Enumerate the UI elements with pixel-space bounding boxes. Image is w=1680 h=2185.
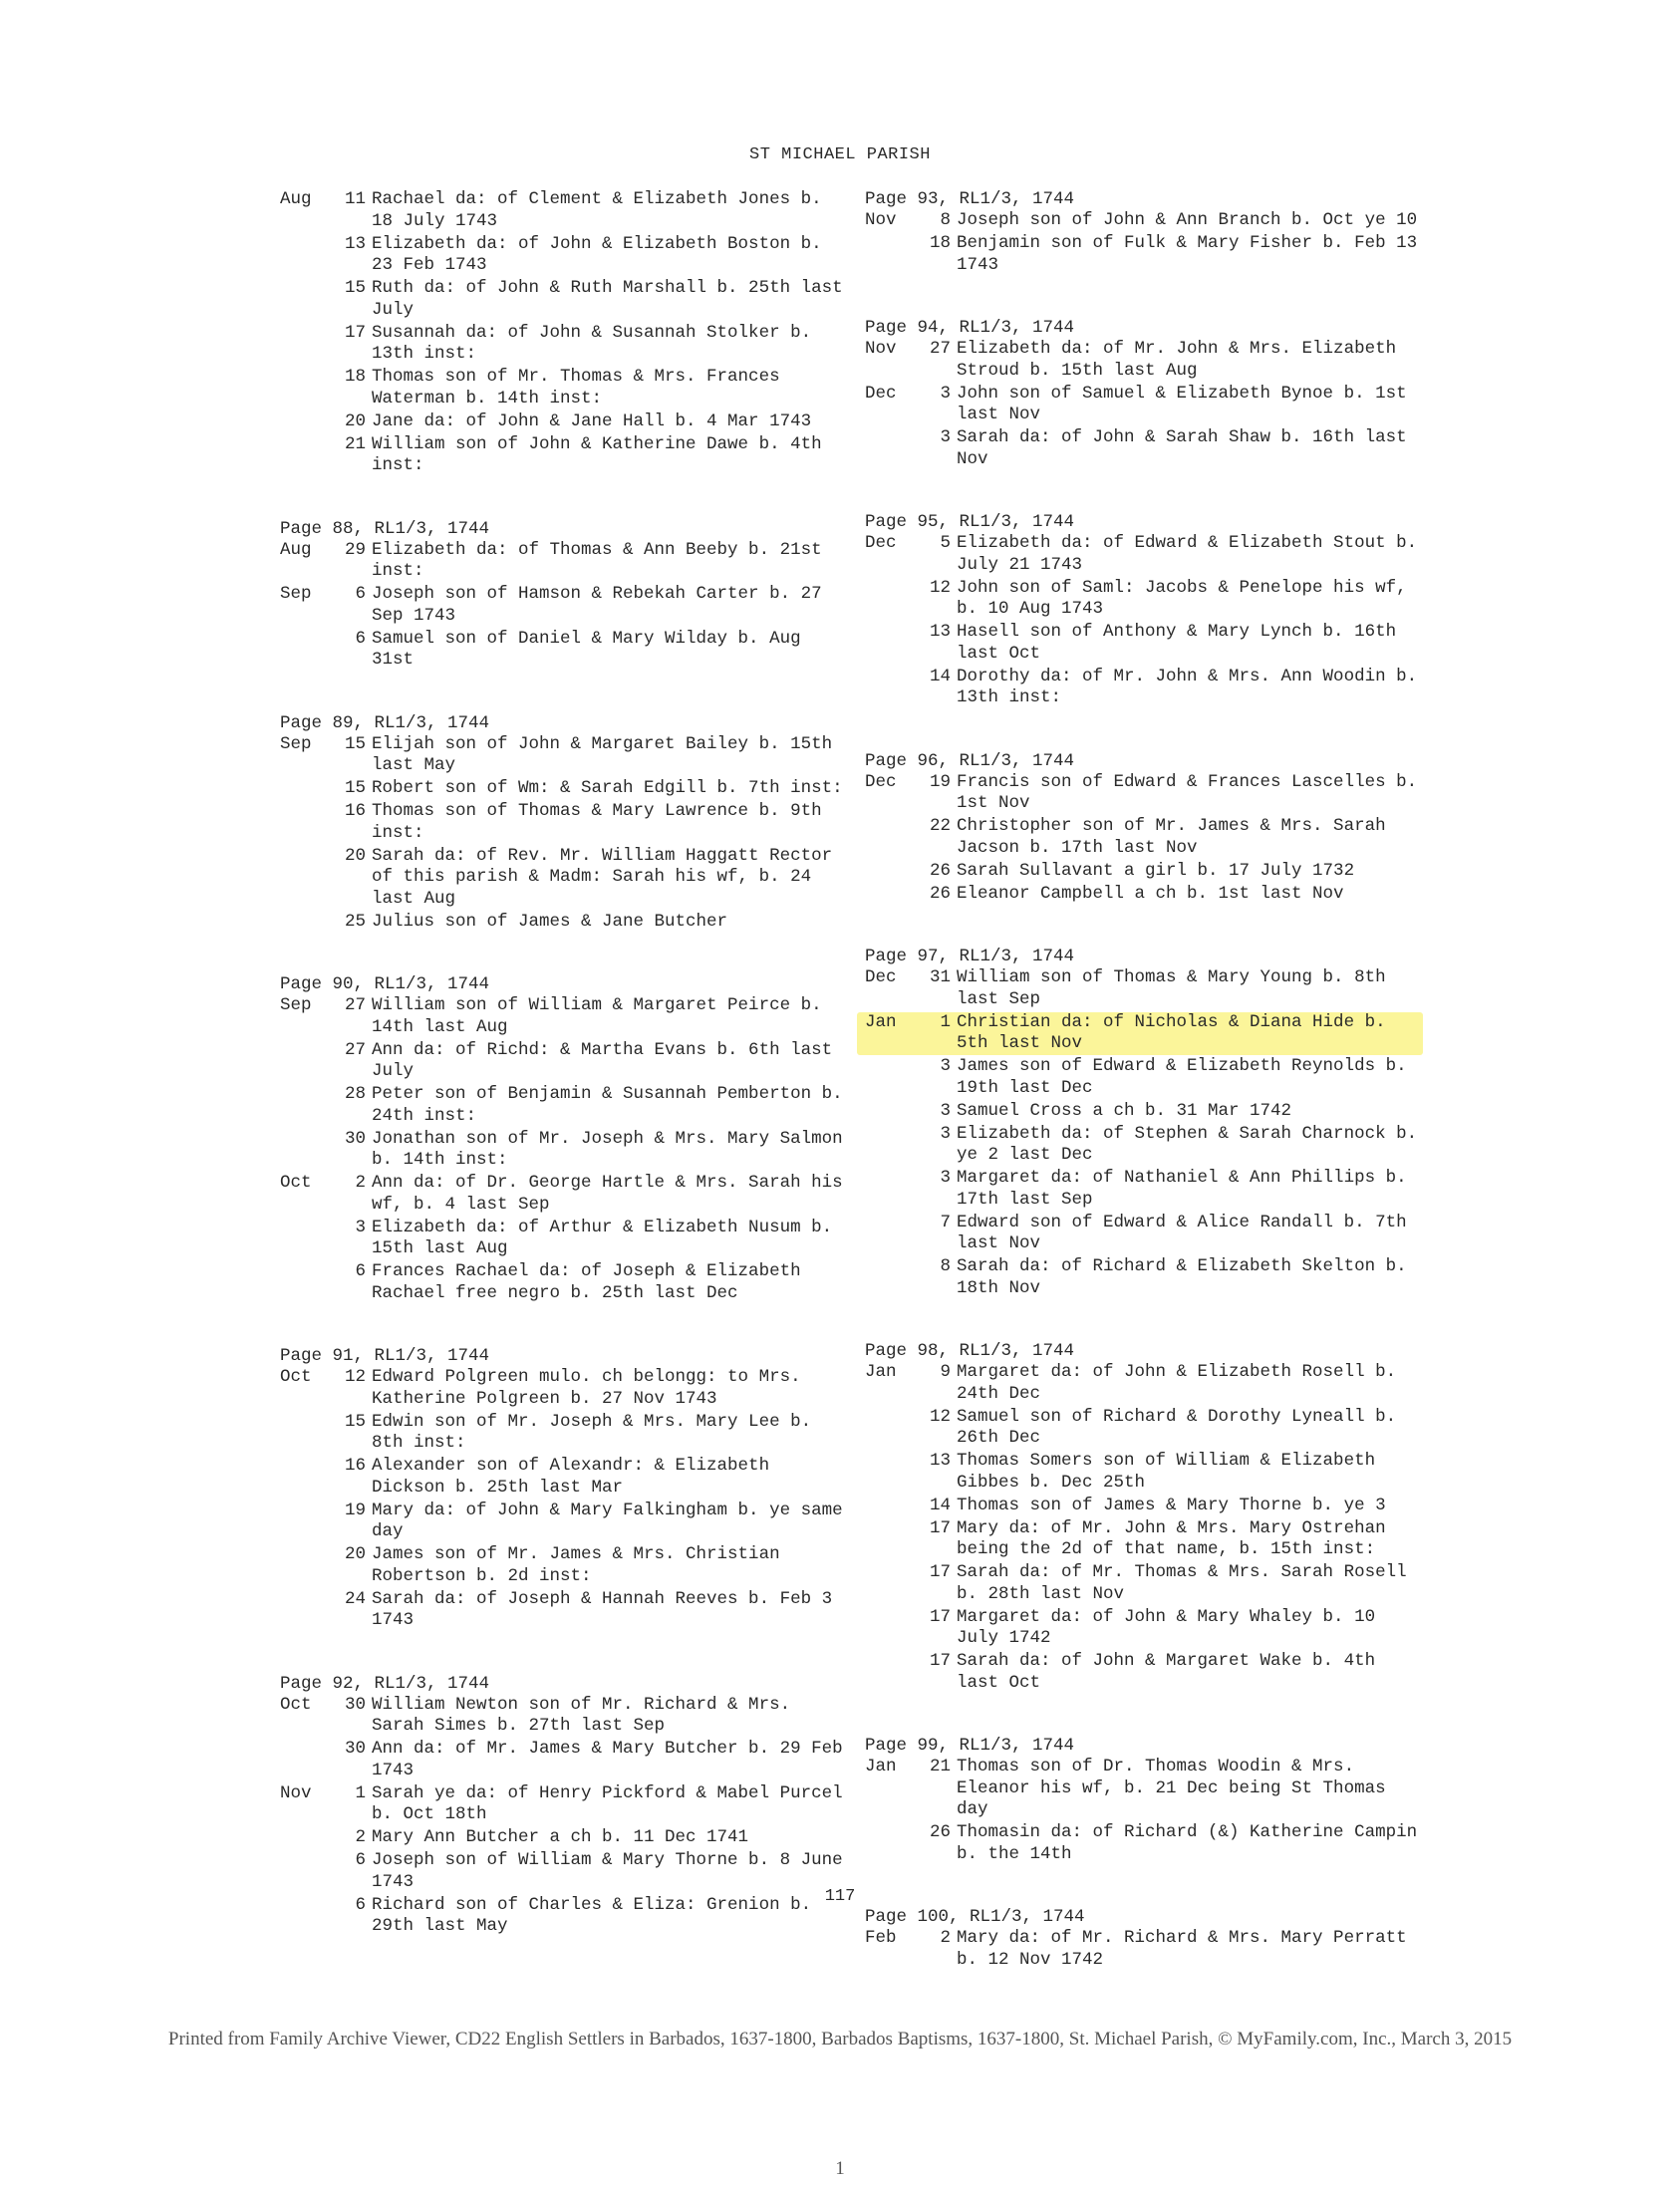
baptism-entry (865, 578, 1423, 621)
baptism-entry (280, 1367, 853, 1410)
entry-text: Joseph son of William & Mary Thorne b. 8 June 1743 (372, 1850, 843, 1892)
register-block (865, 318, 1423, 470)
entry-day: 9 (940, 1362, 951, 1382)
entry-day: 21 (344, 433, 366, 454)
entry-day: 15 (344, 278, 366, 298)
register-page-header: Page 92, RL1/3, 1744 (280, 1673, 490, 1694)
entry-day: 3 (355, 1217, 366, 1237)
entry-text: Ann da: of Mr. James & Mary Butcher b. 29 Feb 1743 (372, 1739, 843, 1780)
entry-day: 12 (929, 577, 951, 598)
entry-month: Jan (865, 1362, 897, 1382)
baptism-entry (280, 540, 853, 583)
baptism-entry (280, 1783, 853, 1826)
entry-day: 11 (344, 189, 366, 209)
register-page-header: Page 93, RL1/3, 1744 (865, 189, 1075, 209)
baptism-entry (865, 772, 1423, 815)
baptism-entry (865, 1607, 1423, 1650)
entry-day: 6 (355, 1850, 366, 1870)
entry-text: Richard son of Charles & Eliza: Grenion b. 29th last May (372, 1894, 812, 1936)
entry-text: William son of William & Margaret Peirce b. 14th last Aug (372, 995, 822, 1037)
entry-day: 16 (344, 1456, 366, 1476)
baptism-entry (865, 1056, 1423, 1099)
baptism-entry (865, 384, 1423, 426)
entry-day: 17 (929, 1562, 951, 1582)
baptism-entry (865, 533, 1423, 576)
entry-day: 1 (940, 1011, 951, 1032)
entry-text: Thomas son of Mr. Thomas & Mrs. Frances Waterman b. 14th inst: (372, 367, 780, 409)
baptism-entry (865, 1407, 1423, 1450)
register-block (865, 751, 1423, 906)
entry-text: Ruth da: of John & Ruth Marshall b. 25th last July (372, 278, 843, 320)
baptism-entry (280, 629, 853, 672)
entry-text: Jane da: of John & Jane Hall b. 4 Mar 1743 (372, 410, 812, 431)
baptism-entry (865, 1757, 1423, 1821)
register-block (865, 512, 1423, 709)
entry-month: Dec (865, 967, 897, 987)
entry-day: 13 (929, 1451, 951, 1471)
register-block (280, 974, 853, 1304)
entry-day: 3 (940, 1168, 951, 1188)
entry-text: Sarah da: of Rev. Mr. William Haggatt Rector of this parish & Madm: Sarah his wf, b. 24 last Aug (372, 845, 833, 909)
baptism-entry (865, 816, 1423, 859)
baptism-entry (280, 1695, 853, 1738)
register-block (280, 713, 853, 934)
entry-day: 26 (929, 860, 951, 881)
baptism-entry (280, 1040, 853, 1083)
baptism-entry (865, 233, 1423, 276)
baptism-entry (280, 801, 853, 844)
entry-day: 2 (355, 1827, 366, 1847)
entry-day: 22 (929, 816, 951, 836)
baptism-entry (865, 622, 1423, 665)
print-footer: Printed from Family Archive Viewer, CD22 English Settlers in Barbados, 1637-1800, Barbados Baptisms, 1637-1800, St. Michael Parish, © MyFamily.com, Inc., March 3, 2015 (167, 2029, 1513, 2049)
register-page-header: Page 90, RL1/3, 1744 (280, 974, 490, 994)
entry-text: Rachael da: of Clement & Elizabeth Jones b. 18 July 1743 (372, 189, 822, 231)
baptism-entry (280, 1456, 853, 1499)
entry-text: James son of Mr. James & Mrs. Christian Robertson b. 2d inst: (372, 1544, 780, 1586)
entry-month: Aug (280, 539, 312, 560)
baptism-entry (280, 1544, 853, 1587)
entry-text: Eleanor Campbell a ch b. 1st last Nov (957, 883, 1344, 904)
baptism-entry (280, 1412, 853, 1455)
entry-month: Oct (280, 1367, 312, 1387)
entry-day: 3 (940, 1123, 951, 1144)
entry-text: Joseph son of Hamson & Rebekah Carter b. 27 Sep 1743 (372, 584, 822, 626)
entry-month: Aug (280, 189, 312, 209)
entry-day: 27 (344, 995, 366, 1015)
entry-text: Margaret da: of John & Elizabeth Rosell b. 24th Dec (957, 1362, 1397, 1404)
entry-text: Edwin son of Mr. Joseph & Mrs. Mary Lee b. 8th inst: (372, 1411, 812, 1453)
entry-day: 25 (344, 911, 366, 932)
baptism-entry (280, 1501, 853, 1543)
entry-text: Benjamin son of Fulk & Mary Fisher b. Feb 13 1743 (957, 233, 1418, 275)
entry-text: Peter son of Benjamin & Susannah Pemberton b. 24th inst: (372, 1084, 843, 1126)
entry-text: Elizabeth da: of Arthur & Elizabeth Nusum b. 15th last Aug (372, 1217, 833, 1258)
entry-day: 12 (929, 1406, 951, 1427)
sheet-number: 1 (835, 2158, 845, 2179)
entry-day: 3 (940, 383, 951, 404)
baptism-entry (280, 367, 853, 410)
register-page-header: Page 91, RL1/3, 1744 (280, 1346, 490, 1366)
entry-day: 12 (344, 1367, 366, 1387)
entry-day: 19 (929, 771, 951, 792)
baptism-entry (865, 1168, 1423, 1211)
entry-day: 18 (344, 367, 366, 387)
entry-day: 3 (940, 1056, 951, 1076)
entry-day: 31 (929, 967, 951, 987)
entry-text: Sarah da: of John & Sarah Shaw b. 16th last Nov (957, 427, 1407, 469)
entry-text: Samuel Cross a ch b. 31 Mar 1742 (957, 1100, 1292, 1121)
entry-day: 7 (940, 1212, 951, 1232)
register-page-header: Page 99, RL1/3, 1744 (865, 1736, 1075, 1756)
baptism-entry (865, 884, 1423, 906)
baptism-entry (865, 1496, 1423, 1517)
entry-text: Sarah da: of Richard & Elizabeth Skelton b. 18th Nov (957, 1256, 1407, 1298)
entry-text: Francis son of Edward & Frances Lascelles b. 1st Nov (957, 771, 1418, 813)
entry-text: Mary da: of Mr. Richard & Mrs. Mary Perratt b. 12 Nov 1742 (957, 1928, 1407, 1970)
baptism-entry (865, 1101, 1423, 1123)
baptism-entry (280, 1173, 853, 1216)
entry-text: William son of Thomas & Mary Young b. 8th last Sep (957, 967, 1386, 1009)
entry-day: 29 (344, 539, 366, 560)
baptism-entry (865, 1124, 1423, 1167)
entry-month: Nov (280, 1782, 312, 1803)
baptism-entry (865, 1928, 1423, 1971)
entry-text: Elizabeth da: of Edward & Elizabeth Stout b. July 21 1743 (957, 533, 1418, 575)
entry-day: 2 (355, 1173, 366, 1193)
entry-day: 3 (940, 1100, 951, 1121)
baptism-entry (865, 1362, 1423, 1405)
register-block (865, 947, 1423, 1299)
baptism-entry (865, 667, 1423, 709)
entry-text: Ann da: of Dr. George Hartle & Mrs. Sarah his wf, b. 4 last Sep (372, 1173, 843, 1215)
register-block (280, 189, 853, 477)
entry-day: 5 (940, 533, 951, 553)
baptism-entry (280, 846, 853, 911)
entry-text: Julius son of James & Jane Butcher (372, 911, 728, 932)
entry-day: 13 (929, 622, 951, 642)
register-page-header: Page 96, RL1/3, 1744 (865, 750, 1075, 771)
register-page-header: Page 98, RL1/3, 1744 (865, 1341, 1075, 1361)
baptism-entry (865, 1562, 1423, 1605)
entry-day: 28 (344, 1084, 366, 1104)
entry-text: Jonathan son of Mr. Joseph & Mrs. Mary Salmon b. 14th inst: (372, 1128, 843, 1170)
entry-day: 20 (344, 1544, 366, 1564)
entry-day: 14 (929, 666, 951, 686)
entry-month: Jan (865, 1011, 897, 1032)
entry-text: Frances Rachael da: of Joseph & Elizabeth Rachael free negro b. 25th last Dec (372, 1261, 801, 1303)
baptism-entry (280, 1084, 853, 1127)
baptism-entry (280, 1261, 853, 1304)
entry-month: Dec (865, 533, 897, 553)
entry-text: Margaret da: of Nathaniel & Ann Phillips b. 17th last Sep (957, 1168, 1407, 1210)
entry-month: Feb (865, 1928, 897, 1948)
baptism-entry (865, 1256, 1423, 1299)
entry-text: Elizabeth da: of John & Elizabeth Boston b. 23 Feb 1743 (372, 233, 822, 275)
entry-text: James son of Edward & Elizabeth Reynolds b. 19th last Dec (957, 1056, 1407, 1098)
page-title: ST MICHAEL PARISH (749, 145, 931, 164)
entry-text: Mary Ann Butcher a ch b. 11 Dec 1741 (372, 1827, 749, 1847)
baptism-entry (865, 967, 1423, 1010)
entry-day: 21 (929, 1757, 951, 1776)
entry-day: 24 (344, 1588, 366, 1609)
entry-day: 13 (344, 233, 366, 254)
entry-day: 27 (929, 339, 951, 359)
baptism-entry (280, 778, 853, 800)
highlighted-baptism-entry (857, 1012, 1423, 1055)
entry-day: 17 (344, 322, 366, 343)
entry-month: Nov (865, 339, 897, 359)
entry-day: 26 (929, 883, 951, 904)
entry-text: Hasell son of Anthony & Mary Lynch b. 16th last Oct (957, 622, 1397, 664)
entry-text: Dorothy da: of Mr. John & Mrs. Ann Woodin b. 13th inst: (957, 666, 1418, 707)
entry-day: 3 (940, 427, 951, 447)
entry-day: 17 (929, 1651, 951, 1671)
entry-day: 6 (355, 1261, 366, 1281)
baptism-entry (280, 995, 853, 1038)
entry-day: 1 (355, 1782, 366, 1803)
entry-day: 17 (929, 1606, 951, 1627)
entry-text: Sarah da: of Mr. Thomas & Mrs. Sarah Rosell b. 28th last Nov (957, 1562, 1407, 1604)
entry-month: Sep (280, 584, 312, 604)
entry-text: John son of Samuel & Elizabeth Bynoe b. 1st last Nov (957, 383, 1407, 424)
entry-text: Sarah ye da: of Henry Pickford & Mabel Purcel b. Oct 18th (372, 1782, 843, 1824)
entry-day: 15 (344, 1411, 366, 1432)
entry-day: 30 (344, 1128, 366, 1149)
register-page-header: Page 100, RL1/3, 1744 (865, 1907, 1085, 1927)
entry-text: Sarah da: of John & Margaret Wake b. 4th last Oct (957, 1651, 1376, 1693)
entry-month: Oct (280, 1694, 312, 1715)
entry-day: 30 (344, 1694, 366, 1715)
entry-month: Dec (865, 383, 897, 404)
register-block (865, 1736, 1423, 1865)
register-page-header: Page 97, RL1/3, 1744 (865, 947, 1075, 966)
entry-day: 14 (929, 1495, 951, 1515)
entry-text: John son of Saml: Jacobs & Penelope his wf, b. 10 Aug 1743 (957, 577, 1407, 619)
baptism-entry (280, 1827, 853, 1849)
baptism-entry (280, 1589, 853, 1632)
entry-month: Dec (865, 771, 897, 792)
entry-day: 16 (344, 801, 366, 821)
register-block (865, 1907, 1423, 1971)
baptism-entry (865, 1822, 1423, 1865)
entry-text: Thomas son of Thomas & Mary Lawrence b. 9th inst: (372, 801, 822, 843)
entry-month: Jan (865, 1757, 897, 1776)
register-page-header: Page 88, RL1/3, 1744 (280, 518, 490, 539)
baptism-entry (280, 189, 853, 232)
right-column (865, 189, 1423, 2013)
register-block (280, 1346, 853, 1632)
baptism-entry (280, 912, 853, 934)
entry-text: William Newton son of Mr. Richard & Mrs. Sarah Simes b. 27th last Sep (372, 1694, 791, 1736)
entry-text: Christian da: of Nicholas & Diana Hide b. 5th last Nov (957, 1011, 1386, 1053)
entry-day: 18 (929, 233, 951, 253)
baptism-entry (280, 734, 853, 777)
baptism-entry (280, 234, 853, 277)
baptism-entry (865, 339, 1423, 382)
baptism-entry (865, 1451, 1423, 1494)
entry-day: 20 (344, 845, 366, 866)
entry-text: Edward Polgreen mulo. ch belongg: to Mrs. Katherine Polgreen b. 27 Nov 1743 (372, 1367, 801, 1409)
baptism-entry (280, 323, 853, 366)
entry-text: Alexander son of Alexandr: & Elizabeth Dickson b. 25th last Mar (372, 1456, 770, 1498)
entry-text: Elizabeth da: of Thomas & Ann Beeby b. 21st inst: (372, 539, 822, 581)
entry-text: Mary da: of Mr. John & Mrs. Mary Ostrehan being the 2d of that name, b. 15th inst: (957, 1517, 1386, 1559)
baptism-entry (865, 210, 1423, 232)
entry-day: 19 (344, 1500, 366, 1520)
register-page-header: Page 89, RL1/3, 1744 (280, 712, 490, 733)
entry-text: Elijah son of John & Margaret Bailey b. 15th last May (372, 733, 833, 775)
entry-day: 27 (344, 1039, 366, 1060)
entry-text: Christopher son of Mr. James & Mrs. Sarah Jacson b. 17th last Nov (957, 816, 1386, 858)
entry-text: Thomas son of James & Mary Thorne b. ye 3 (957, 1495, 1386, 1515)
left-column (280, 189, 853, 1980)
page-number: 117 (824, 1887, 856, 1906)
baptism-entry (280, 278, 853, 321)
entry-text: Samuel son of Richard & Dorothy Lyneall b. 26th Dec (957, 1406, 1397, 1448)
entry-day: 6 (355, 1894, 366, 1915)
baptism-entry (280, 1129, 853, 1172)
entry-day: 2 (940, 1928, 951, 1948)
entry-text: Thomas Somers son of William & Elizabeth Gibbes b. Dec 25th (957, 1451, 1376, 1493)
baptism-entry (865, 1518, 1423, 1561)
register-block (280, 519, 853, 672)
entry-month: Sep (280, 733, 312, 754)
baptism-entry (865, 427, 1423, 470)
entry-day: 20 (344, 410, 366, 431)
baptism-entry (865, 1651, 1423, 1694)
entry-text: Elizabeth da: of Stephen & Sarah Charnock b. ye 2 last Dec (957, 1123, 1418, 1165)
entry-text: Thomasin da: of Richard (&) Katherine Campin b. the 14th (957, 1822, 1418, 1864)
baptism-entry (865, 861, 1423, 883)
baptism-entry (280, 1218, 853, 1260)
entry-day: 6 (355, 584, 366, 604)
entry-month: Sep (280, 995, 312, 1015)
register-block (865, 189, 1423, 276)
baptism-entry (280, 584, 853, 627)
register-page-header: Page 94, RL1/3, 1744 (865, 318, 1075, 338)
entry-text: Sarah da: of Joseph & Hannah Reeves b. Feb 3 1743 (372, 1588, 833, 1630)
entry-day: 15 (344, 733, 366, 754)
entry-text: Thomas son of Dr. Thomas Woodin & Mrs. Eleanor his wf, b. 21 Dec being St Thomas day (957, 1757, 1386, 1819)
entry-text: William son of John & Katherine Dawe b. 4th inst: (372, 433, 822, 475)
entry-text: Sarah Sullavant a girl b. 17 July 1732 (957, 860, 1355, 881)
entry-text: Mary da: of John & Mary Falkingham b. ye same day (372, 1500, 843, 1541)
entry-text: Ann da: of Richd: & Martha Evans b. 6th last July (372, 1039, 833, 1081)
entry-day: 15 (344, 778, 366, 798)
entry-text: Elizabeth da: of Mr. John & Mrs. Elizabeth Stroud b. 15th last Aug (957, 339, 1397, 381)
entry-text: Robert son of Wm: & Sarah Edgill b. 7th inst: (372, 778, 843, 798)
entry-text: Joseph son of John & Ann Branch b. Oct ye 10 (957, 210, 1418, 230)
register-block (865, 1341, 1423, 1694)
entry-text: Samuel son of Daniel & Mary Wilday b. Aug 31st (372, 628, 801, 670)
entry-text: Susannah da: of John & Susannah Stolker b. 13th inst: (372, 322, 812, 364)
entry-day: 8 (940, 210, 951, 230)
entry-day: 30 (344, 1739, 366, 1759)
entry-day: 8 (940, 1256, 951, 1276)
entry-text: Edward son of Edward & Alice Randall b. 7th last Nov (957, 1212, 1407, 1253)
baptism-entry (865, 1213, 1423, 1255)
baptism-entry (280, 434, 853, 477)
register-page-header: Page 95, RL1/3, 1744 (865, 512, 1075, 532)
baptism-entry (280, 411, 853, 433)
entry-month: Oct (280, 1173, 312, 1193)
entry-day: 17 (929, 1517, 951, 1538)
baptism-entry (280, 1739, 853, 1781)
entry-month: Nov (865, 210, 897, 230)
entry-day: 6 (355, 628, 366, 649)
entry-day: 26 (929, 1822, 951, 1842)
entry-text: Margaret da: of John & Mary Whaley b. 10 July 1742 (957, 1606, 1376, 1648)
